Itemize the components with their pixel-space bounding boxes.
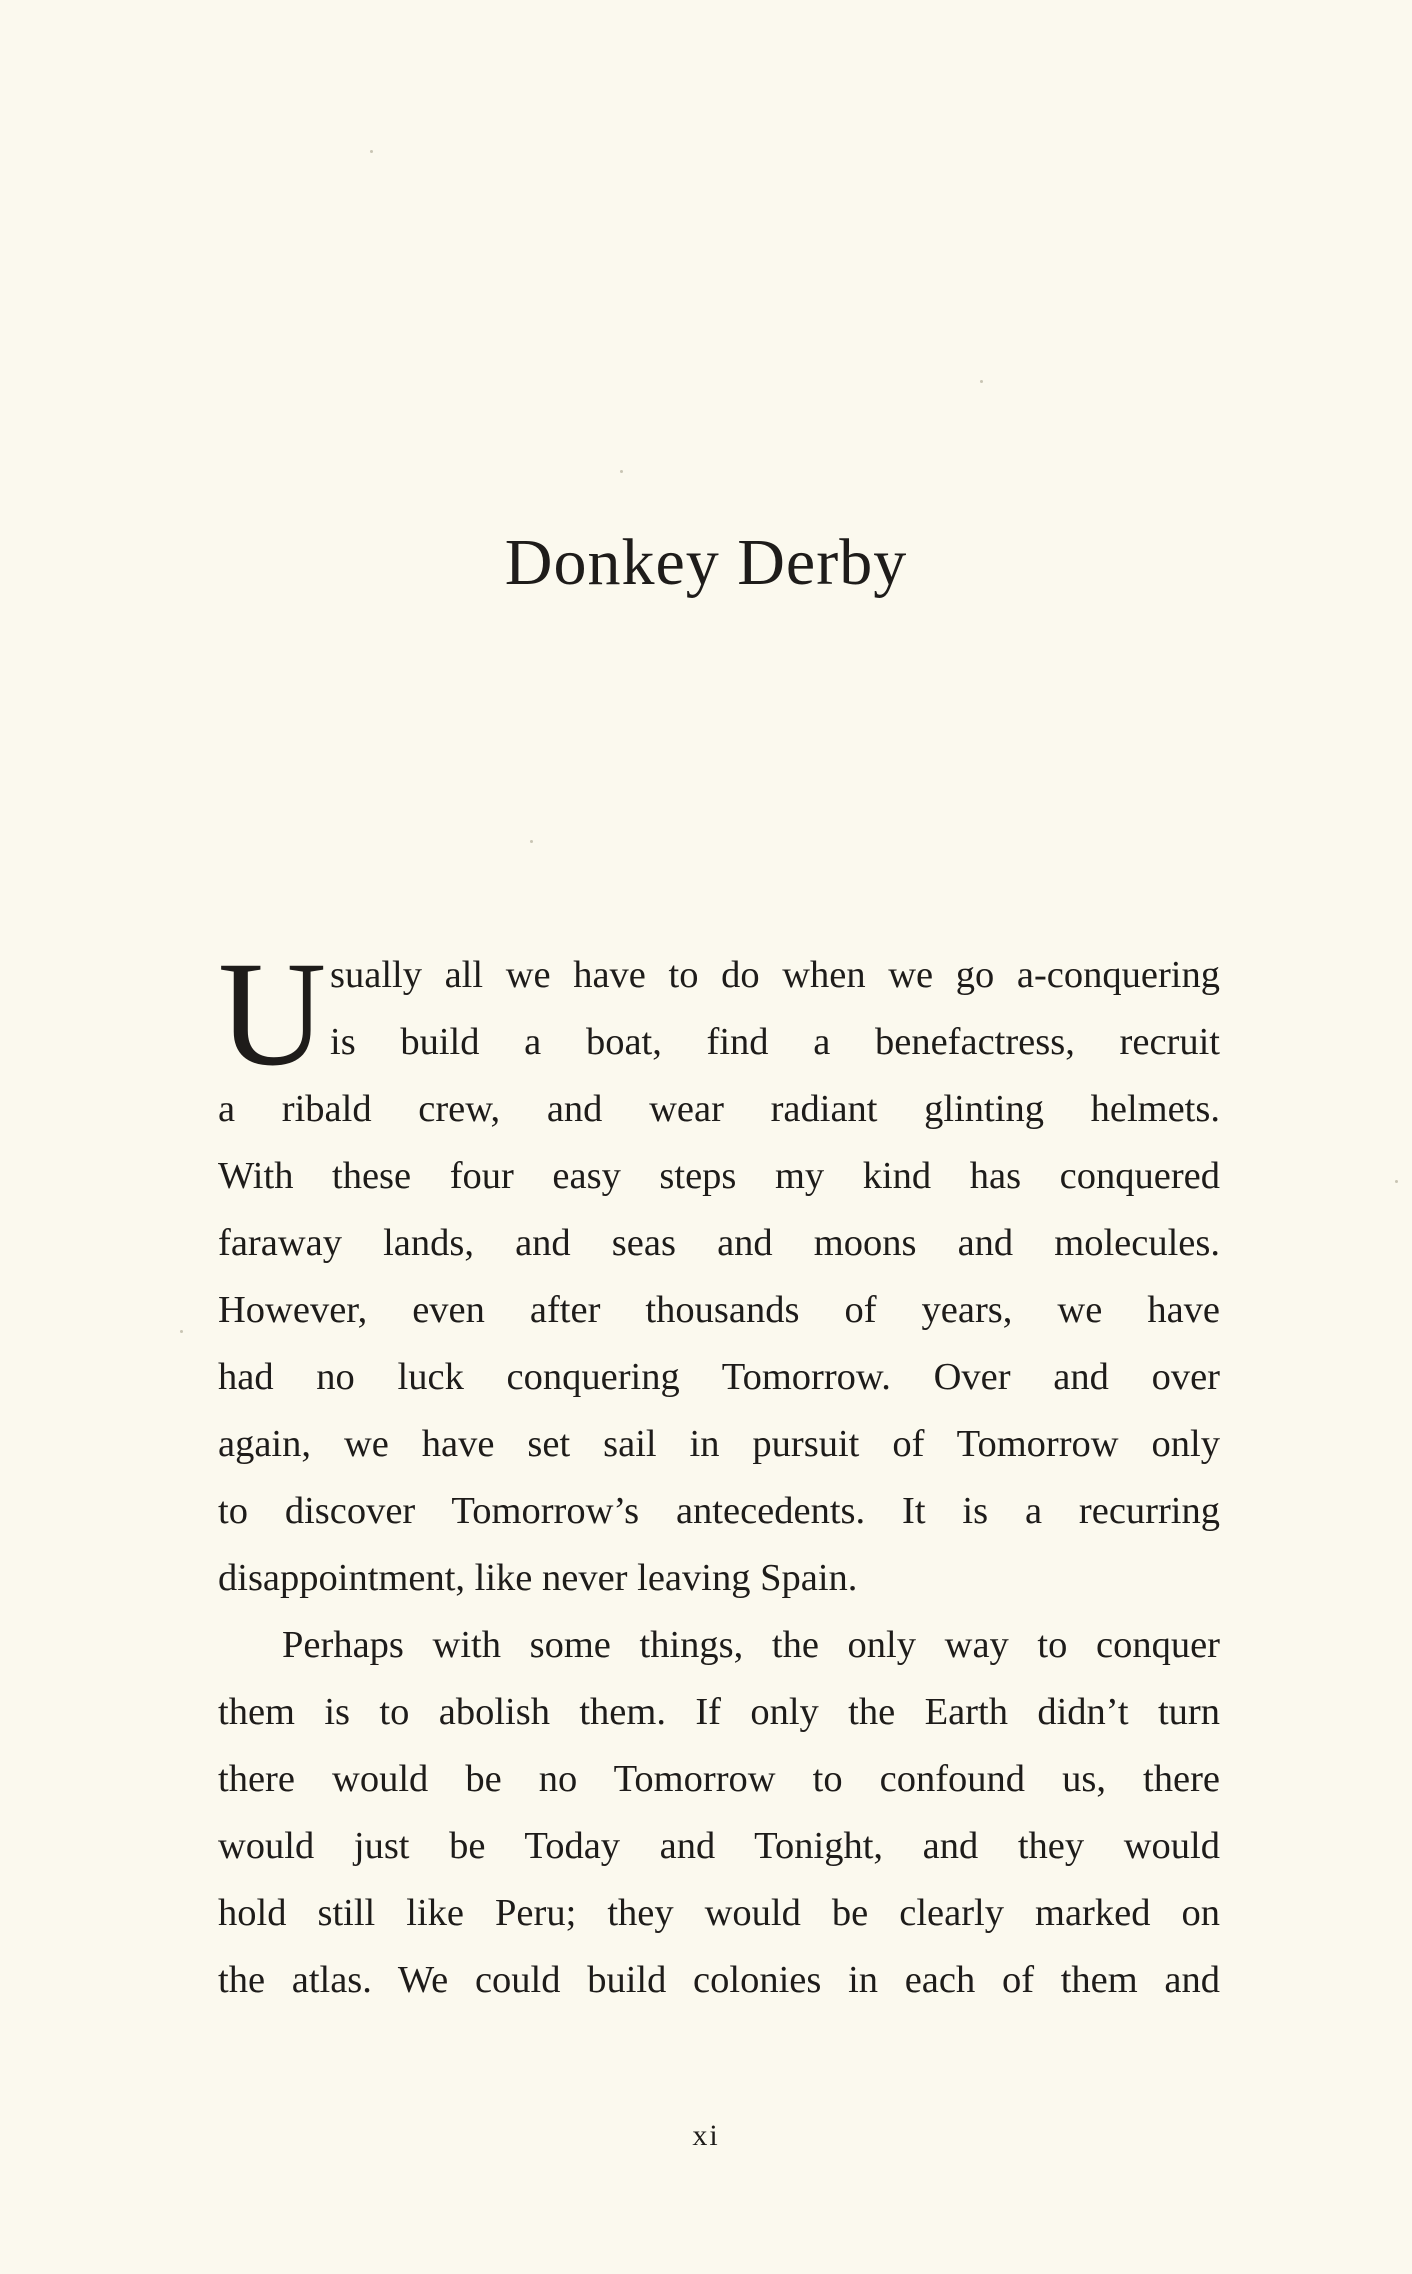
text-line: had no luck conquering Tomorrow. Over and over	[218, 1356, 1220, 1398]
text-line: Perhaps with some things, the only way to conquer	[282, 1624, 1220, 1666]
page-number: xi	[692, 2119, 720, 2152]
chapter-title: Donkey Derby	[504, 526, 908, 599]
text-line: faraway lands, and seas and moons and molecules.	[218, 1222, 1220, 1264]
paper-speck	[1395, 1180, 1398, 1183]
text-line: to discover Tomorrow’s antecedents. It is a recurring	[218, 1490, 1220, 1532]
body-text	[218, 931, 1220, 2014]
text-line: sually all we have to do when we go a-conquering	[330, 954, 1220, 996]
paragraph-2	[218, 1612, 1220, 2014]
text-line: hold still like Peru; they would be clearly marked on	[218, 1892, 1220, 1934]
text-line: With these four easy steps my kind has conquered	[218, 1155, 1220, 1197]
paper-speck	[180, 1330, 183, 1333]
text-line: there would be no Tomorrow to confound us, there	[218, 1758, 1220, 1800]
text-line: a ribald crew, and wear radiant glinting helmets.	[218, 1088, 1220, 1130]
drop-cap: U	[218, 931, 327, 1097]
text-line: the atlas. We could build colonies in each of them and	[218, 1959, 1220, 2001]
paper-speck	[620, 470, 623, 473]
text-line: disappointment, like never leaving Spain.	[218, 1557, 858, 1599]
text-line: is build a boat, find a benefactress, recruit	[330, 1021, 1220, 1063]
paper-speck	[530, 840, 533, 843]
text-line: again, we have set sail in pursuit of Tomorrow only	[218, 1423, 1220, 1465]
text-line: However, even after thousands of years, we have	[218, 1289, 1220, 1331]
text-line: them is to abolish them. If only the Earth didn’t turn	[218, 1691, 1220, 1733]
text-line: would just be Today and Tonight, and they would	[218, 1825, 1220, 1867]
paragraph-1	[218, 931, 1220, 1612]
paper-speck	[980, 380, 983, 383]
paper-speck	[370, 150, 373, 153]
